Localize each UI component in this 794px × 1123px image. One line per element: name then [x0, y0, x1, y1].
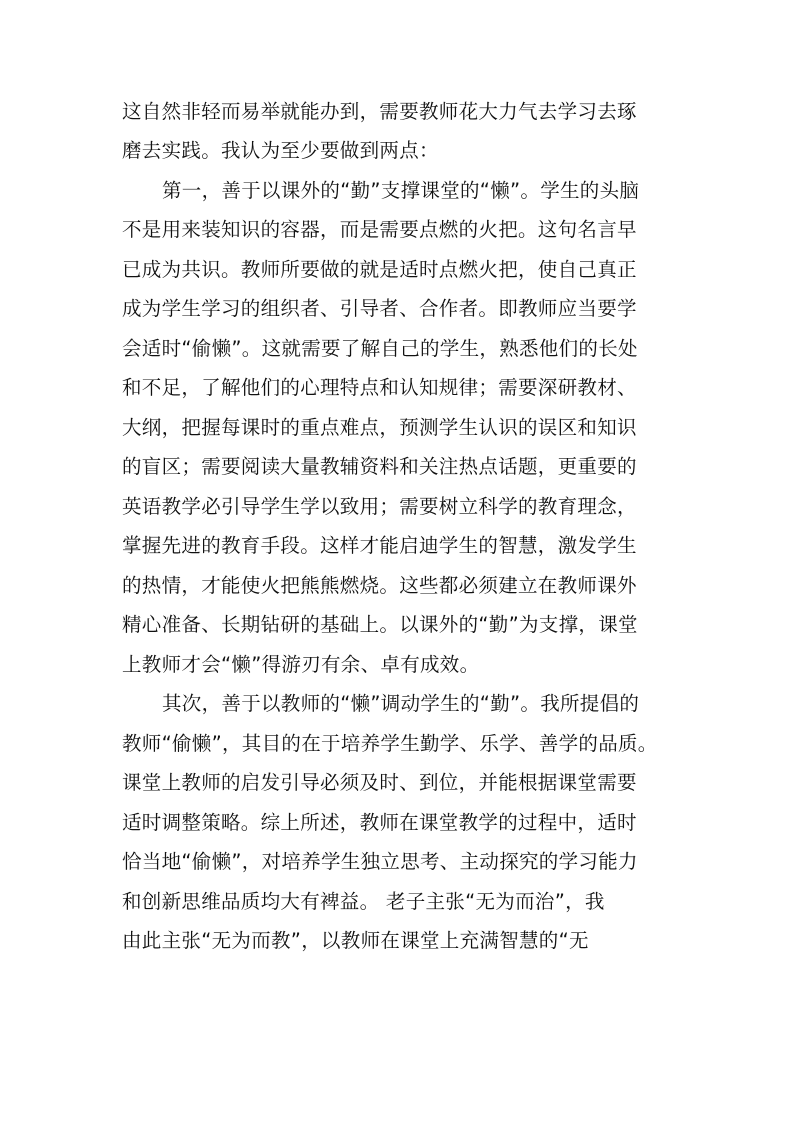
text-line: 由此主张“无为而教”，以教师在课堂上充满智慧的“无: [122, 929, 589, 952]
text-line: 成为学生学习的组织者、引导者、合作者。即教师应当要学: [122, 297, 637, 320]
text-line: 这自然非轻而易举就能办到，需要教师花大力气去学习去琢: [122, 100, 637, 123]
text-line: 的盲区；需要阅读大量教辅资料和关注热点话题，更重要的: [122, 455, 637, 478]
text-line: 不是用来装知识的容器，而是需要点燃的火把。这句名言早: [122, 218, 637, 241]
text-line: 大纲，把握每课时的重点难点，预测学生认识的误区和知识: [122, 416, 637, 439]
text-line: 适时调整策略。综上所述，教师在课堂教学的过程中，适时: [122, 811, 637, 834]
paragraph-start-line: 第一，善于以课外的“勤”支撑课堂的“懒”。学生的头脑: [162, 179, 640, 202]
text-line: 会适时“偷懒”。这就需要了解自己的学生，熟悉他们的长处: [122, 337, 638, 360]
text-line: 精心准备、长期钻研的基础上。以课外的“勤”为支撑，课堂: [122, 613, 638, 636]
text-line: 英语教学必引导学生学以致用；需要树立科学的教育理念，: [122, 495, 637, 518]
text-line: 的热情，才能使火把熊熊燃烧。这些都必须建立在教师课外: [122, 574, 637, 597]
text-line: 已成为共识。教师所要做的就是适时点燃火把，使自己真正: [122, 258, 637, 281]
paragraph-start-line: 其次，善于以教师的“懒”调动学生的“勤”。我所提倡的: [162, 692, 640, 715]
text-line: 磨去实践。我认为至少要做到两点：: [122, 139, 439, 162]
text-line: 和不足，了解他们的心理特点和认知规律；需要深研教材、: [122, 376, 637, 399]
text-line: 掌握先进的教育手段。这样才能启迪学生的智慧，激发学生: [122, 534, 637, 557]
text-line: 上教师才会“懒”得游刃有余、卓有成效。: [122, 653, 480, 676]
text-line: 课堂上教师的启发引导必须及时、到位，并能根据课堂需要: [122, 771, 637, 794]
text-line: 和创新思维品质均大有裨益。 老子主张“无为而治”，我: [122, 890, 605, 913]
text-line: 恰当地“偷懒”，对培养学生独立思考、主动探究的学习能力: [122, 850, 638, 873]
text-line: 教师“偷懒”，其目的在于培养学生勤学、乐学、善学的品质。: [122, 732, 658, 755]
